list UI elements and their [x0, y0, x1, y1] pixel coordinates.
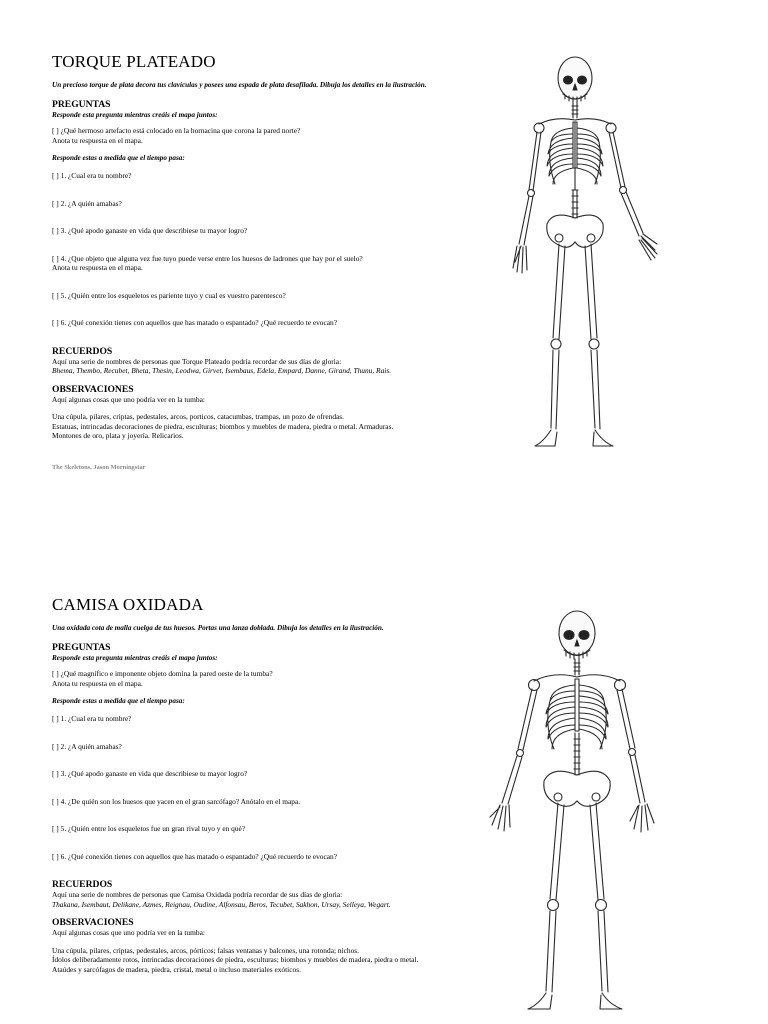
memories-intro: Aquí una serie de nombres de personas que Torque Plateado podría recordar de sus días de gloria: [52, 356, 342, 366]
observations-heading: OBSERVACIONES [52, 383, 134, 395]
map-question: [ ] ¿Qué magnífico e imponente objeto domina la pared oeste de la tumba? [52, 669, 273, 678]
memories-names: Thakana, Isembaut, Delikane, Azmes, Reignau, Oudine, Alfonsau, Beros, Tecubet, Sakhon, Ursay, Selleya, Wegart. [52, 899, 391, 909]
character-sheet-torque-plateado [52, 52, 472, 471]
question-3: [ ] 3. ¿Qué apodo ganaste en vida que describiese tu mayor logro? [52, 226, 248, 235]
question-6: [ ] 6. ¿Qué conexión tienes con aquellos que has matado o espantado? ¿Qué recuerdo te evocan? [52, 318, 338, 327]
question-4: [ ] 4. ¿De quién son los huesos que yacen en el gran sarcófago? Anótalo en el mapa. [52, 796, 301, 806]
map-question: [ ] ¿Qué hermoso artefacto está colocado en la hornacina que corona la pared norte? [52, 126, 301, 135]
skeleton-illustration [480, 603, 670, 1018]
observations-intro: Aquí algunas cosas que uno podría ver en la tumba: [52, 928, 205, 937]
question-2: [ ] 2. ¿A quién amabas? [52, 198, 122, 208]
memories-names: Bhema, Thembo, Recubet, Bheta, Thesin, Leodwa, Girvet, Isembaus, Edela, Empard, Danne, Girand, Thunu, Rais. [52, 366, 392, 375]
question-5: [ ] 5. ¿Quién entre los esqueletos es pariente tuyo y cual es vuestro parentesco? [52, 290, 286, 300]
observation-line: Montones de oro, plata y joyería. Relicarios. [52, 431, 184, 440]
question-2: [ ] 2. ¿A quién amabas? [52, 741, 122, 751]
map-prompt: Responde esta pregunta mientras creáis el mapa juntos: [52, 654, 218, 662]
question-1: [ ] 1. ¿Cual era tu nombre? [52, 171, 132, 180]
observation-line: Una cúpula, pilares, criptas, pedestales, arcos, pórticos; falsas ventanas y balcones, una rotonda; nichos. [52, 945, 360, 955]
questions-heading: PREGUNTAS [52, 642, 111, 653]
observation-line: Estatuas, intrincadas decoraciones de piedra, esculturas; biombos y muebles de madera, piedra o metal. Armaduras. [52, 421, 394, 431]
observations-heading: OBSERVACIONES [52, 917, 134, 928]
observations-intro: Aquí algunas cosas que uno podría ver en la tumba: [52, 394, 205, 404]
question-6: [ ] 6. ¿Qué conexión tienes con aquellos que has matado o espantado? ¿Qué recuerdo te evocan? [52, 851, 338, 861]
character-sheet-camisa-oxidada [52, 595, 472, 974]
character-title: CAMISA OXIDADA [52, 595, 204, 614]
character-title: TORQUE PLATEADO [52, 52, 216, 71]
observation-line: Ataúdes y sarcófagos de madera, piedra, cristal, metal o incluso materiales exóticos. [52, 964, 301, 974]
map-note: Anota tu respuesta en el mapa. [52, 135, 143, 145]
question-4: [ ] 4. ¿Que objeto que alguna vez fue tuyo puede verse entre los huesos de ladrones que hay por el suelo? [52, 253, 363, 263]
credit-line: The Skeletons, Jason Morningstar [52, 463, 146, 471]
observation-line: Ídolos deliberadamente rotos, intrincadas decoraciones de piedra, esculturas; biombos y muebles de madera, piedra o metal. [52, 955, 419, 964]
questions-heading: PREGUNTAS [52, 99, 111, 110]
memories-heading: RECUERDOS [52, 345, 113, 357]
skeleton-illustration [495, 50, 685, 460]
time-prompt: Responde estas a medida que el tiempo pasa: [52, 154, 185, 162]
question-1: [ ] 1. ¿Cual era tu nombre? [52, 714, 132, 723]
question-3: [ ] 3. ¿Qué apodo ganaste en vida que describiese tu mayor logro? [52, 769, 248, 778]
map-note: Anota tu respuesta en el mapa. [52, 678, 143, 688]
observation-line: Una cúpula, pilares, criptas, pedestales, arcos, porticos, catacumbas, trampas, un pozo de ofrendas. [52, 412, 345, 421]
memories-intro: Aquí una serie de nombres de personas que Camisa Oxidada podría recordar de sus días de gloria: [52, 890, 343, 899]
memories-heading: RECUERDOS [52, 879, 113, 890]
character-intro: Un precioso torque de plata decora tus clavículas y posees una espada de plata desafilada. Dibuja los detalles en la ilustración. [52, 81, 427, 89]
question-5: [ ] 5. ¿Quién entre los esqueletos fue un gran rival tuyo y en qué? [52, 824, 246, 833]
question-4-note: Anota tu respuesta en el mapa. [52, 263, 143, 272]
time-prompt: Responde estas a medida que el tiempo pasa: [52, 697, 185, 705]
character-intro: Una oxidada cota de malla cuelga de tus huesos. Portas una lanza doblada. Dibuja los detalles en la ilustración. [52, 624, 384, 632]
map-prompt: Responde esta pregunta mientras creáis el mapa juntos: [52, 111, 218, 119]
